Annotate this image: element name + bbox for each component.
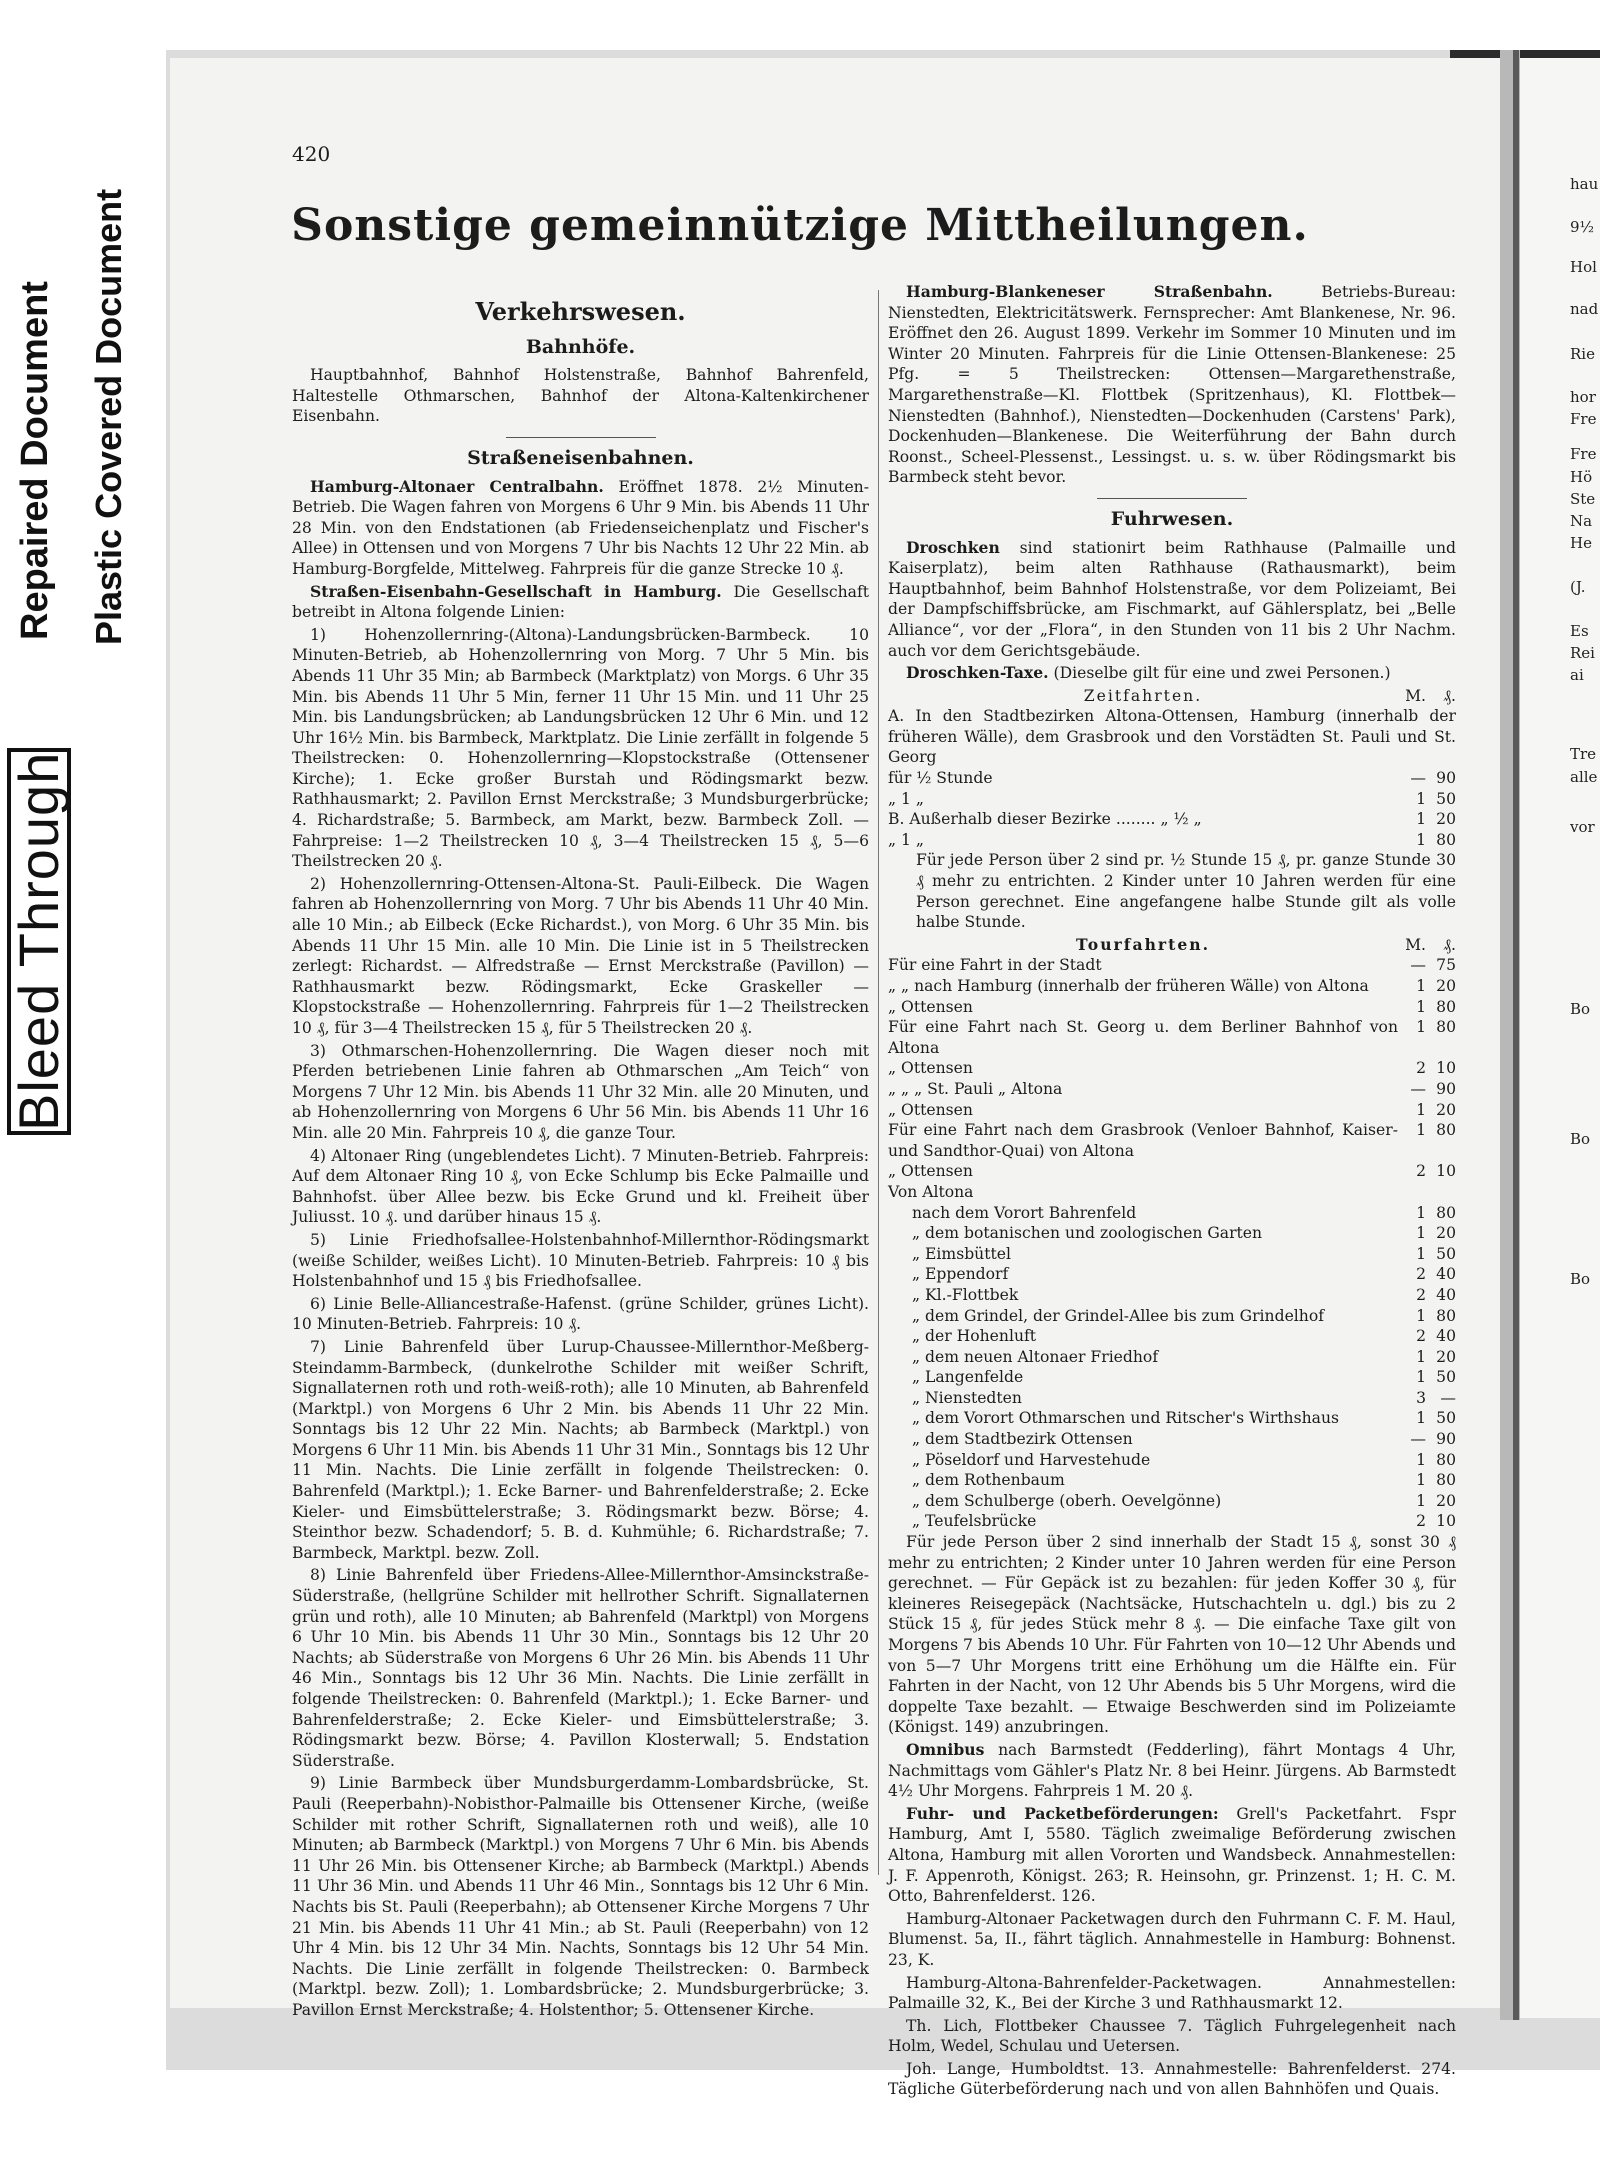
- row-label: Für eine Fahrt nach dem Grasbrook (Venloer Bahnhof, Kaiser- und Sandthor-Quai) von Altona: [888, 1121, 1398, 1160]
- row-label: „ Ottensen: [888, 1100, 973, 1119]
- row-pf-value: 10: [1436, 1059, 1456, 1078]
- row-label: „ Langenfelde: [912, 1368, 1024, 1387]
- currency-pf: ₰.: [1443, 935, 1456, 954]
- bleed-through-stamp: [6, 748, 71, 1135]
- row-pf-value: 80: [1436, 830, 1456, 849]
- row-mark-value: 1: [1416, 1450, 1426, 1469]
- extra-charges: Für jede Person über 2 sind innerhalb der Stadt 15 ₰, sonst 30 ₰ mehr zu entrichten; 2 Kinder unter 10 Jahren werden für eine Person gerechnet. — Für Gepäck ist zu bezahlen: für jeden Koffer 30 ₰, für kleineres Reisegepäck (Nachtsäcke, Hutschachteln u. dgl.) bis zu 2 Stück 15 ₰, für jedes Stück mehr 8 ₰. — Die einfache Taxe gilt von Morgens 7 bis Abends 10 Uhr. Für Fahrten von 10—12 Uhr Abends und von 5—7 Uhr Morgens tritt eine Erhöhung um die Hälfte ein. Für Fahrten in der Nacht, von 12 Uhr Abends bis 5 Uhr Morgens, wird die doppelte Taxe bezahlt. — Etwaige Beschwerden sind im Polizeiamte (Königst. 149) anzubringen.: [888, 1533, 1456, 1737]
- margin-fragment: Bo: [1570, 1000, 1591, 1018]
- paragraph-lange: Joh. Lange, Humboldtst. 13. Annahmestelle: Bahrenfelderst. 274. Tägliche Güterbeförderung nach und von allen Bahnhöfen und Quais.: [888, 2059, 1456, 2099]
- row-pf-value: 50: [1436, 1368, 1456, 1387]
- paragraph-centralbahn: [292, 477, 869, 580]
- row-mark-value: —: [1410, 1430, 1426, 1449]
- table-row: [888, 1491, 1456, 1512]
- section-rule: [506, 437, 656, 438]
- table-row: [888, 809, 1456, 830]
- paragraph-packet: [888, 1804, 1456, 1907]
- row-pf-value: —: [1440, 1388, 1456, 1407]
- row-mark-value: 1: [1416, 1306, 1426, 1325]
- zone-a-text: A. In den Stadtbezirken Altona-Ottensen, Hamburg (innerhalb der früheren Wälle), dem Grasbrook und den Vorstädten St. Pauli und St. Georg: [888, 707, 1456, 767]
- row-mark-value: 1: [1416, 1121, 1426, 1140]
- plastic-covered-stamp: Plastic Covered Document: [88, 188, 129, 645]
- table-row: [888, 1285, 1456, 1306]
- row-pf-value: 10: [1436, 1162, 1456, 1181]
- table-row: [888, 1182, 1456, 1203]
- heading-verkehrswesen: Verkehrswesen.: [475, 297, 686, 326]
- margin-fragment: hau: [1570, 175, 1599, 193]
- margin-fragment: Tre: [1570, 745, 1597, 763]
- row-mark-value: 1: [1416, 1018, 1426, 1037]
- row-label: Für eine Fahrt nach St. Georg u. dem Berliner Bahnhof von Altona: [888, 1018, 1398, 1057]
- table-row: [888, 1470, 1456, 1491]
- margin-fragment: (J.: [1570, 578, 1586, 596]
- table-row: [888, 1388, 1456, 1409]
- row-label: „ „ „ St. Pauli „ Altona: [888, 1079, 1063, 1098]
- table-row: [888, 1264, 1456, 1285]
- row-label: „ Teufelsbrücke: [912, 1512, 1037, 1531]
- row-pf-value: 20: [1436, 1491, 1456, 1510]
- paragraph-hamburg-altonaer-packetwagen: Hamburg-Altonaer Packetwagen durch den Fuhrmann C. F. M. Haul, Blumenst. 5a, II., fährt täglich. Annahmestelle in Hamburg: Bohnenst. 23, K.: [888, 1909, 1456, 1969]
- table-row: [888, 1161, 1456, 1182]
- row-label: „ dem Stadtbezirk Ottensen: [912, 1430, 1133, 1449]
- row-mark-value: 1: [1416, 1203, 1426, 1222]
- heading-bahnhoefe: Bahnhöfe.: [525, 335, 636, 358]
- row-pf-value: 50: [1436, 1409, 1456, 1428]
- table-row: [888, 1120, 1456, 1161]
- tour-rows: [888, 955, 1456, 1182]
- taxe-heading: Droschken-Taxe.: [906, 663, 1049, 683]
- row-mark-value: 2: [1416, 1285, 1426, 1304]
- table-row: [888, 955, 1456, 976]
- row-label: „ der Hohenluft: [912, 1327, 1037, 1346]
- table-header-row: [888, 686, 1456, 707]
- row-mark-value: 2: [1416, 1059, 1426, 1078]
- von-altona-label: Von Altona: [888, 1182, 974, 1201]
- table-row: [888, 1203, 1456, 1224]
- table-row: [888, 1511, 1456, 1532]
- line-2: 2) Hohenzollernring-Ottensen-Altona-St. Pauli-Eilbeck. Die Wagen fahren ab Hohenzollernring von Morg. 7 Uhr bis Abends 11 Uhr 40 Min. alle 10 Min.; ab Eilbeck (Ecke Richardst.), von Morg. 6 Uhr 35 Min. bis Abends 11 Uhr 15 Min. alle 10 Min. Die Linie ist in 5 Theilstrecken zerlegt: Richardst. — Alfredstraße — Ernst Merckstraße (Pavillon) — Rathhausmarkt bezw. Rödingsmarkt, Ecke Graskeller — Klopstockstraße — Hohenzollernring. Fahrpreis für 1—2 Theilstrecken 10 ₰, für 3—4 Theilstrecken 15 ₰, für 5 Theilstrecken 20 ₰.: [292, 874, 869, 1037]
- currency-mark: M.: [1405, 935, 1426, 954]
- bleed-through-label: Bleed Through: [7, 748, 71, 1135]
- row-label: „ „ nach Hamburg (innerhalb der früheren Wälle) von Altona: [888, 977, 1369, 995]
- zeit-rows: [888, 768, 1456, 850]
- paragraph-gesellschaft: [292, 582, 869, 623]
- paragraph-bahrenfelder-packetwagen: Hamburg-Altona-Bahrenfelder-Packetwagen. Annahmestellen: Palmaille 32, K., Bei der Kirche 3 und Rathhausmarkt 12.: [888, 1973, 1456, 2013]
- row-mark-value: 1: [1416, 1100, 1426, 1119]
- gesellschaft-heading: Straßen-Eisenbahn-Gesellschaft in Hamburg.: [310, 581, 722, 601]
- line-5: 5) Linie Friedhofsallee-Holstenbahnhof-Millernthor-Rödingsmarkt (weiße Schilder, weißes Licht). 10 Minuten-Betrieb. Fahrpreis: 10 ₰ bis Holstenbahnhof und 15 ₰ bis Friedhofsallee.: [292, 1230, 869, 1291]
- row-mark-value: 1: [1416, 830, 1426, 849]
- row-mark-value: 1: [1416, 1347, 1426, 1366]
- packet-heading: Fuhr- und Packetbeförderungen:: [906, 1803, 1219, 1823]
- row-label: „ Pöseldorf und Harvestehude: [912, 1450, 1151, 1469]
- margin-fragment: Bo: [1570, 1270, 1591, 1288]
- row-pf-value: 20: [1436, 1224, 1456, 1243]
- row-mark-value: 1: [1416, 1224, 1426, 1243]
- row-pf-value: 80: [1436, 1121, 1456, 1140]
- row-label: „ Ottensen: [888, 997, 973, 1016]
- page-title: Sonstige gemeinnützige Mittheilungen.: [291, 200, 1309, 251]
- row-pf-value: 80: [1436, 1306, 1456, 1325]
- row-label: „ dem Vorort Othmarschen und Ritscher's Wirthshaus: [912, 1409, 1339, 1428]
- row-label: „ Ottensen: [888, 1059, 973, 1078]
- blankenese-heading: Hamburg-Blankeneser Straßenbahn.: [906, 282, 1273, 301]
- zeitfahrten-label: Zeitfahrten.: [1083, 686, 1203, 705]
- row-pf-value: 10: [1436, 1512, 1456, 1531]
- table-row: [888, 976, 1456, 997]
- stamp-margin: [0, 0, 160, 2177]
- right-column: [888, 282, 1456, 2102]
- row-pf-value: 80: [1436, 1450, 1456, 1469]
- person-note: Für jede Person über 2 sind pr. ½ Stunde 15 ₰, pr. ganze Stunde 30 ₰ mehr zu entrichten. 2 Kinder unter 10 Jahren werden für eine Person gerechnet. Eine angefangene halbe Stunde gilt als volle halbe Stunde.: [916, 851, 1456, 932]
- row-pf-value: 80: [1436, 1018, 1456, 1037]
- row-label: „ dem Schulberge (oberh. Oevelgönne): [912, 1491, 1222, 1510]
- row-pf-value: 90: [1436, 1079, 1456, 1098]
- margin-fragment: Ste: [1570, 490, 1596, 508]
- margin-fragment: Hol: [1570, 258, 1597, 276]
- row-pf-value: 40: [1436, 1285, 1456, 1304]
- table-row: [888, 1244, 1456, 1265]
- row-mark-value: 1: [1416, 1491, 1426, 1510]
- row-pf-value: 40: [1436, 1327, 1456, 1346]
- table-row: [888, 789, 1456, 810]
- page-gutter-shadow: [1513, 50, 1519, 2020]
- row-mark-value: —: [1410, 769, 1426, 788]
- paragraph-omnibus: [888, 1740, 1456, 1802]
- table-row: [888, 1326, 1456, 1347]
- bahnhoefe-text: Hauptbahnhof, Bahnhof Holstenstraße, Bahnhof Bahrenfeld, Haltestelle Othmarschen, Bahnhof der Altona-Kaltenkirchener Eisenbahn.: [292, 366, 869, 426]
- row-mark-value: 1: [1416, 789, 1426, 808]
- row-mark-value: 1: [1416, 810, 1426, 829]
- table-row: [888, 1017, 1456, 1058]
- line-8: 8) Linie Bahrenfeld über Friedens-Allee-Millernthor-Amsinckstraße-Süderstraße, (hellgrüne Schilder mit hellrother Schrift. Signallaternen grün und roth), alle 10 Minuten; ab Bahrenfeld (Marktpl) von Morgens 6 Uhr 10 Min. bis Abends 11 Uhr 30 Min., Sonntags bis 12 Uhr 20 Nachts; ab Süderstraße von Morgens 6 Uhr 26 Min. bis Abends 11 Uhr 46 Min., Sonntags bis 12 Uhr 36 Min. Nachts. Die Linie zerfällt in folgende Theilstrecken: 0. Bahrenfeld (Marktpl.); 1. Ecke Barner- und Bahrenfelderstraße; 2. Ecke Kieler- und Eimsbüttelerstraße; 3. Rödingsmarkt bezw. Börse; 4. Pavillon Klosterwall; 5. Endstation Süderstraße.: [292, 1566, 869, 1770]
- margin-fragment: ai: [1570, 666, 1584, 684]
- row-pf-value: 50: [1436, 1244, 1456, 1263]
- table-row: [888, 1306, 1456, 1327]
- margin-fragment: Bo: [1570, 1130, 1591, 1148]
- row-label: „ 1 „: [888, 830, 924, 849]
- table-row: [888, 1367, 1456, 1388]
- droschken-heading: Droschken: [906, 537, 1000, 557]
- margin-fragment: He: [1570, 534, 1592, 552]
- row-pf-value: 20: [1436, 977, 1456, 995]
- row-label: „ dem neuen Altonaer Friedhof: [912, 1347, 1159, 1366]
- margin-fragment: vor: [1570, 818, 1595, 836]
- row-pf-value: 75: [1436, 956, 1456, 975]
- row-mark-value: —: [1410, 1079, 1426, 1098]
- row-mark-value: 1: [1416, 1409, 1426, 1428]
- table-row: [888, 1429, 1456, 1450]
- table-row: [888, 1079, 1456, 1100]
- margin-fragment: Na: [1570, 512, 1593, 530]
- table-row: [888, 1058, 1456, 1079]
- row-mark-value: 1: [1416, 1471, 1426, 1490]
- taxe-heading-line: [888, 663, 1456, 684]
- margin-fragment: Es: [1570, 622, 1589, 640]
- row-mark-value: 2: [1416, 1162, 1426, 1181]
- line-4: 4) Altonaer Ring (ungeblendetes Licht). 7 Minuten-Betrieb. Fahrpreis: Auf dem Altonaer Ring 10 ₰, von Ecke Schlump bis Ecke Palmaille und Bahnhofst. über Allee bezw. bis Ecke Grund und kl. Freiheit über Juliusst. 10 ₰. und darüber hinaus 15 ₰.: [292, 1146, 869, 1227]
- row-pf-value: 50: [1436, 789, 1456, 808]
- centralbahn-text: Eröffnet 1878. 2½ Minuten-Betrieb. Die Wagen fahren von Morgens 6 Uhr 9 Min. bis Abends 11 Uhr 28 Min. von den Endstationen (ab Friedenseichenplatz und Fischer's Allee) in Ottensen und von Morgens 7 Uhr bis Nachts 12 Uhr 22 Min. ab Hamburg-Borgfelde, Mittelweg. Fahrpreis für die ganze Strecke 10 ₰.: [292, 477, 869, 578]
- row-mark-value: 3: [1416, 1388, 1426, 1407]
- table-row: [888, 768, 1456, 789]
- currency-pf: ₰.: [1443, 686, 1456, 705]
- row-label: „ Nienstedten: [912, 1388, 1022, 1407]
- table-row: [888, 706, 1456, 768]
- row-pf-value: 80: [1436, 997, 1456, 1016]
- row-label: nach dem Vorort Bahrenfeld: [912, 1203, 1137, 1222]
- row-pf-value: 20: [1436, 1347, 1456, 1366]
- row-pf-value: 20: [1436, 810, 1456, 829]
- row-label: „ Kl.-Flottbek: [912, 1285, 1019, 1304]
- packet-text: Grell's Packetfahrt. Fspr Hamburg, Amt I, 5580. Täglich zweimalige Beförderung zwischen Altona, Hamburg mit allen Vororten und Wandsbeck. Annahmestellen: J. F. Appenroth, Königst. 263; R. Heinsohn, gr. Prinzenst. 1; H. C. M. Otto, Bahrenfelderst. 126.: [888, 1804, 1456, 1906]
- page-number: 420: [292, 142, 331, 166]
- line-7: 7) Linie Bahrenfeld über Lurup-Chaussee-Millernthor-Meßberg-Steindamm-Barmbeck, (dunkelrothe Schilder mit weißer Schrift, Signallaternen roth und roth-weiß-roth); alle 10 Minuten, ab Bahrenfeld (Marktpl.) von Morgens 6 Uhr 2 Min. bis Abends 11 Uhr 22 Min. Sonntags bis 12 Uhr 22 Min. Nachts; ab Barmbeck (Marktpl.) von Morgens 6 Uhr 11 Min. bis Abends 11 Uhr 31 Min., Sonntags bis 12 Uhr 11 Min. Nachts. Die Linie zerfällt in folgende Theilstrecken: 0. Bahrenfeld (Marktpl.); 1. Ecke Barner- und Bahrenfelderstraße; 2. Ecke Kieler- und Eimsbüttelerstraße; 3. Rödingsmarkt bezw. Börse; 4. Steinthor bezw. Schadendorf; 5. B. d. Kuhmühle; 6. Richardstraße; 7. Barmbeck, Marktpl. bezw. Zoll.: [292, 1337, 869, 1562]
- omnibus-text: nach Barmstedt (Fedderling), fährt Montags 4 Uhr, Nachmittags vom Gähler's Platz Nr. 8 bei Heinr. Jürgens. Ab Barmstedt 4½ Uhr Morgens. Fahrpreis 1 M. 20 ₰.: [888, 1740, 1456, 1801]
- centralbahn-heading: Hamburg-Altonaer Centralbahn.: [310, 476, 604, 496]
- droschken-text: sind stationirt beim Rathhause (Palmaille und Kaiserplatz), beim alten Rathhause (Rathausmarkt), beim Hauptbahnhof, beim Bahnhof Holstenstraße, vor dem Polizeiamt, Bei der Dampfschiffsbrücke, am Fischmarkt, auf Gählersplatz, bei „Belle Alliance“, vor der „Flora“, in den Stunden von 11 bis 2 Uhr Nachm. auch vor dem Gerichtsgebäude.: [888, 538, 1456, 660]
- row-mark-value: 2: [1416, 1265, 1426, 1284]
- row-mark-value: 2: [1416, 1327, 1426, 1346]
- margin-fragment: Rie: [1570, 345, 1595, 363]
- table-row: [888, 1450, 1456, 1471]
- section-rule: [1097, 498, 1247, 499]
- row-pf-value: 80: [1436, 1471, 1456, 1490]
- margin-fragment: Fre: [1570, 445, 1597, 463]
- row-label: für ½ Stunde: [888, 769, 993, 788]
- table-header-row: [888, 935, 1456, 956]
- paragraph-droschken: [888, 538, 1456, 662]
- row-mark-value: 1: [1416, 1368, 1426, 1387]
- row-pf-value: 80: [1436, 1203, 1456, 1222]
- line-1: 1) Hohenzollernring-(Altona)-Landungsbrücken-Barmbeck. 10 Minuten-Betrieb, ab Hohenzollernring von Morg. 7 Uhr 5 Min. bis Abends 11 Uhr 35 Min; ab Barmbeck (Marktplatz) von Morgs. 6 Uhr 35 Min. bis Abends 11 Uhr 5 Min, ferner 11 Uhr 15 Min. und 11 Uhr 25 Min. bis Landungsbrücken; ab Landungsbrücken 12 Uhr 6 Min. und 12 Uhr 16½ Min. bis Barmbeck, Marktplatz. Die Linie zerfällt in folgende 5 Theilstrecken: 0. Hohenzollernring—Klopstockstraße (Ottensener Kirche); 1. Ecke großer Burstah und Rödingsmarkt bezw. Rathhausmarkt; 2. Pavillon Ernst Merckstraße; 3 Mundsburgerbrücke; 4. Richardstraße; 5. Barmbeck, am Markt, bezw. Barmbeck Zoll. — Fahrpreise: 1—2 Theilstrecken 10 ₰, 3—4 Theilstrecken 15 ₰, 5—6 Theilstrecken 20 ₰.: [292, 625, 869, 871]
- table-row: [888, 1100, 1456, 1121]
- heading-strasseneisenbahnen: Straßeneisenbahnen.: [467, 446, 694, 469]
- margin-fragment: Fre: [1570, 410, 1597, 428]
- tourfahrten-label: Tourfahrten.: [1075, 934, 1211, 954]
- row-label: „ dem botanischen und zoologischen Garten: [912, 1224, 1263, 1243]
- row-label: „ dem Grindel, der Grindel-Allee bis zum Grindelhof: [912, 1306, 1324, 1325]
- margin-fragment: alle: [1570, 768, 1598, 786]
- row-mark-value: 2: [1416, 1512, 1426, 1531]
- tourfahrten-table: [888, 935, 1456, 1532]
- row-mark-value: —: [1410, 956, 1426, 975]
- row-mark-value: 1: [1416, 997, 1426, 1016]
- row-label: „ Eppendorf: [912, 1265, 1009, 1284]
- row-pf-value: 90: [1436, 769, 1456, 788]
- repaired-document-stamp: Repaired Document: [14, 281, 56, 640]
- paragraph-blankenese: [888, 282, 1456, 488]
- margin-fragment: Rei: [1570, 644, 1595, 662]
- table-row: [888, 1347, 1456, 1368]
- row-mark-value: 1: [1416, 977, 1426, 995]
- margin-fragment: hor: [1570, 388, 1596, 406]
- line-6: 6) Linie Belle-Alliancestraße-Hafenst. (grüne Schilder, grünes Licht). 10 Minuten-Betrieb. Fahrpreis: 10 ₰.: [292, 1294, 869, 1334]
- table-row: [888, 1408, 1456, 1429]
- blankenese-text: Betriebs-Bureau: Nienstedten, Elektricitätswerk. Fernsprecher: Amt Blankenese, Nr. 96. Eröffnet den 26. August 1899. Verkehr im Sommer 10 Minuten und im Winter 20 Minuten. Fahrpreis für die Linie Ottensen-Blankenese: 25 Pfg. = 5 Theilstrecken: Ottensen—Margarethenstraße, Margarethenstraße—Kl. Flottbek (Spritzenhaus), Kl. Flottbek—Nienstedten (Bahnhof.), Nienstedten—Dockenhuden (Carstens' Park), Dockenhuden—Blankenese. Die Weiterführung der Bahn durch Roonst., Scheel-Plessenst., Lessingst. u. s. w. über Rödingsmarkt bis Barmbeck steht bevor.: [888, 283, 1456, 487]
- row-label: „ Eimsbüttel: [912, 1244, 1011, 1263]
- paragraph-lich: Th. Lich, Flottbeker Chaussee 7. Täglich Fuhrgelegenheit nach Holm, Wedel, Schulau und Uetersen.: [888, 2016, 1456, 2056]
- row-label: B. Außerhalb dieser Bezirke ........ „ ½ „: [888, 810, 1202, 829]
- zeitfahrten-table: [888, 686, 1456, 851]
- table-row: [888, 1223, 1456, 1244]
- line-9: 9) Linie Barmbeck über Mundsburgerdamm-Lombardsbrücke, St. Pauli (Reeperbahn)-Nobisthor-Palmaille bis Ottensener Kirche, (weiße Schilder mit rother Schrift, Signallaternen roth und weiß), alle 10 Minuten; ab Barmbeck (Marktpl.) von Morgens 7 Uhr 6 Min. bis Abends 11 Uhr 26 Min. bis Ottensener Kirche; ab Barmbeck (Marktpl.) Abends 11 Uhr 36 Min. und Abends 11 Uhr 46 Min., Sonntags bis 12 Uhr 6 Min. Nachts bis St. Pauli (Reeperbahn); ab Ottensener Kirche Morgens 7 Uhr 21 Min. bis Abends 11 Uhr 41 Min.; ab St. Pauli (Reeperbahn) von 12 Uhr 4 Min. bis 12 Uhr 34 Min. Nachts, Sonntags bis 12 Uhr 54 Min. Nachts. Die Linie zerfällt in folgende Theilstrecken: 0. Barmbeck (Marktpl. bezw. Zoll); 1. Lombardsbrücke; 2. Mundsburgerbrücke; 3. Pavillon Ernst Merckstraße; 4. Holstenthor; 5. Ottensener Kirche.: [292, 1774, 869, 2019]
- row-label: Für eine Fahrt in der Stadt: [888, 956, 1102, 975]
- column-divider: [878, 290, 879, 1875]
- table-row: [888, 830, 1456, 851]
- line-3: 3) Othmarschen-Hohenzollernring. Die Wagen dieser noch mit Pferden betriebenen Linie fahren ab Othmarschen „Am Teich“ von Morgens 7 Uhr 12 Min. bis Abends 11 Uhr 32 Min. alle 20 Minuten, und ab Hohenzollernring von Morgens 6 Uhr 56 Min. bis Abends 11 Uhr 16 Min. alle 20 Min. Fahrpreis 10 ₰, die ganze Tour.: [292, 1041, 869, 1142]
- row-pf-value: 90: [1436, 1430, 1456, 1449]
- row-label: „ Ottensen: [888, 1162, 973, 1181]
- destination-rows: [888, 1203, 1456, 1533]
- row-pf-value: 40: [1436, 1265, 1456, 1284]
- margin-fragment: nad: [1570, 300, 1599, 318]
- left-column: [292, 290, 869, 2023]
- heading-fuhrwesen: Fuhrwesen.: [1110, 507, 1234, 530]
- row-mark-value: 1: [1416, 1244, 1426, 1263]
- margin-fragment: Hö: [1570, 468, 1593, 486]
- margin-fragment: 9½: [1570, 218, 1595, 236]
- omnibus-heading: Omnibus: [906, 1739, 985, 1759]
- currency-mark: M.: [1405, 686, 1426, 705]
- table-row: [888, 997, 1456, 1018]
- row-label: „ 1 „: [888, 789, 924, 808]
- gesellschaft-text: Die Gesellschaft betreibt in Altona folgende Linien:: [292, 582, 869, 622]
- taxe-note: (Dieselbe gilt für eine und zwei Personen.): [1053, 664, 1391, 683]
- row-label: „ dem Rothenbaum: [912, 1471, 1065, 1490]
- row-pf-value: 20: [1436, 1100, 1456, 1119]
